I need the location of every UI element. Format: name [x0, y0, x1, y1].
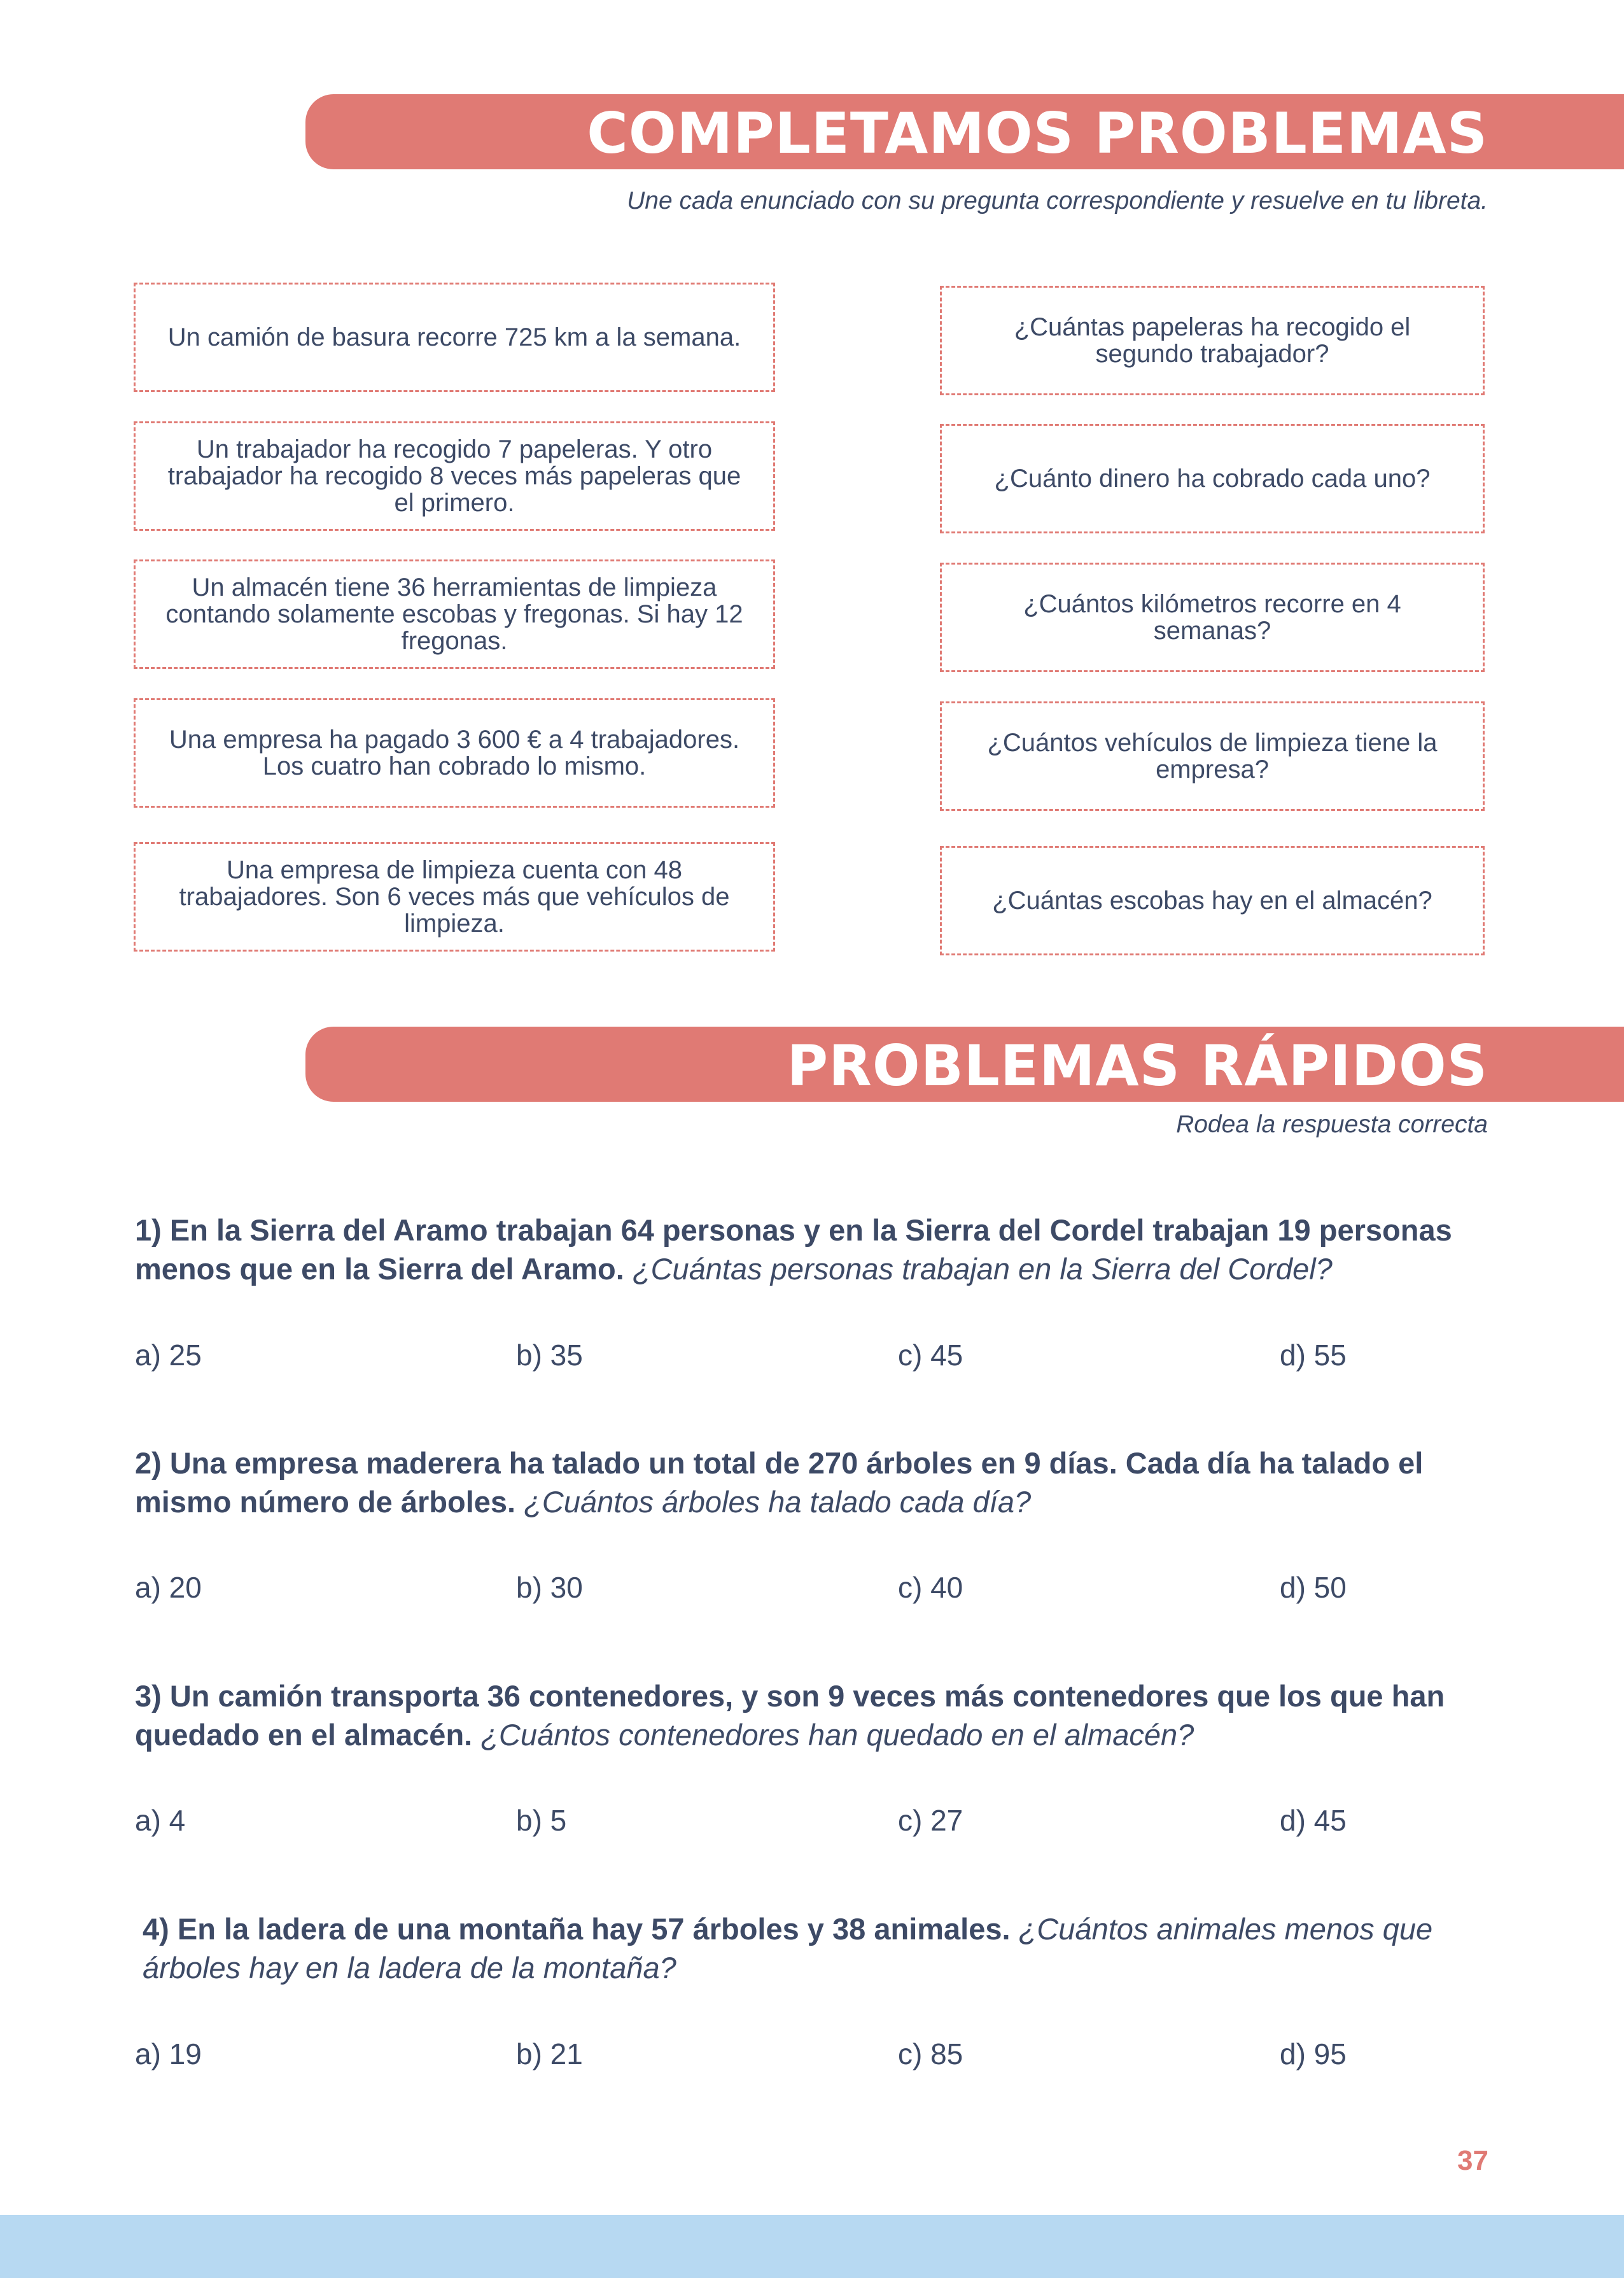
problem-4: [143, 1909, 1511, 1987]
answer-option[interactable]: d) 95: [1280, 2037, 1347, 2071]
question-card[interactable]: [940, 846, 1485, 955]
answer-option[interactable]: d) 45: [1280, 1804, 1347, 1837]
question-text: ¿Cuántas escobas hay en el almacén?: [992, 887, 1432, 915]
answer-option[interactable]: b) 30: [516, 1571, 583, 1604]
answer-option[interactable]: a) 4: [135, 1804, 186, 1837]
statement-text: Una empresa de limpieza cuenta con 48 trabajadores. Son 6 veces más que vehículos de limpieza.: [179, 856, 730, 938]
section-instruction: Une cada enunciado con su pregunta correspondiente y resuelve en tu libreta.: [627, 187, 1488, 214]
answer-option[interactable]: d) 55: [1280, 1339, 1347, 1372]
problem-statement: 4) En la ladera de una montaña hay 57 árboles y 38 animales.: [143, 1912, 1011, 1946]
question-text: ¿Cuántos vehículos de limpieza tiene la empresa?: [987, 729, 1438, 784]
question-card[interactable]: [940, 286, 1485, 395]
problem-statement: 3) Un camión transporta 36 contenedores, y son 9 veces más contenedores que los que han quedado en el almacén.: [135, 1679, 1445, 1752]
question-text: ¿Cuántas papeleras ha recogido el segundo trabajador?: [1014, 313, 1411, 368]
problem-1: [135, 1211, 1503, 1288]
answer-option[interactable]: a) 25: [135, 1339, 202, 1372]
answer-option[interactable]: c) 85: [898, 2037, 963, 2071]
statement-card[interactable]: [134, 842, 775, 952]
statement-card[interactable]: [134, 559, 775, 669]
question-text: ¿Cuánto dinero ha cobrado cada uno?: [994, 465, 1431, 493]
statement-text: Una empresa ha pagado 3 600 € a 4 trabajadores. Los cuatro han cobrado lo mismo.: [169, 726, 740, 780]
question-card[interactable]: [940, 424, 1485, 533]
statement-card[interactable]: [134, 283, 775, 392]
problem-statement: 1) En la Sierra del Aramo trabajan 64 personas y en la Sierra del Cordel trabajan 19 personas menos que en la Sierra del Aramo.: [135, 1213, 1452, 1286]
statement-text: Un trabajador ha recogido 7 papeleras. Y otro trabajador ha recogido 8 veces más papeleras que el primero.: [167, 435, 741, 517]
answer-option[interactable]: b) 5: [516, 1804, 567, 1837]
answer-option[interactable]: c) 45: [898, 1339, 963, 1372]
question-card[interactable]: [940, 701, 1485, 811]
statement-card[interactable]: [134, 421, 775, 531]
statement-text: Un camión de basura recorre 725 km a la semana.: [167, 323, 741, 351]
section-title: PROBLEMAS RÁPIDOS: [787, 1033, 1488, 1099]
problem-question: ¿Cuántos animales menos que árboles hay en la ladera de la montaña?: [143, 1912, 1433, 1985]
page-number: 37: [1457, 2145, 1488, 2176]
section-title: COMPLETAMOS PROBLEMAS: [587, 101, 1488, 166]
section-banner-rapidos: [305, 1027, 1624, 1102]
problem-3: [135, 1677, 1503, 1754]
question-card[interactable]: [940, 563, 1485, 672]
problem-question: ¿Cuántas personas trabajan en la Sierra del Cordel?: [632, 1252, 1333, 1286]
answer-option[interactable]: a) 20: [135, 1571, 202, 1604]
answer-option[interactable]: d) 50: [1280, 1571, 1347, 1604]
section-banner-completamos: [305, 94, 1624, 169]
problem-question: ¿Cuántos árboles ha talado cada día?: [524, 1485, 1032, 1519]
footer-band: [0, 2215, 1624, 2278]
answer-option[interactable]: c) 40: [898, 1571, 963, 1604]
statement-text: Un almacén tiene 36 herramientas de limpieza contando solamente escobas y fregonas. Si hay 12 fregonas.: [165, 573, 743, 655]
problem-statement: 2) Una empresa maderera ha talado un total de 270 árboles en 9 días. Cada día ha talado el mismo número de árboles.: [135, 1446, 1424, 1519]
question-text: ¿Cuántos kilómetros recorre en 4 semanas?: [1023, 590, 1401, 645]
answer-option[interactable]: a) 19: [135, 2037, 202, 2071]
answer-option[interactable]: b) 35: [516, 1339, 583, 1372]
answer-option[interactable]: b) 21: [516, 2037, 583, 2071]
statement-card[interactable]: [134, 698, 775, 808]
answer-option[interactable]: c) 27: [898, 1804, 963, 1837]
problem-question: ¿Cuántos contenedores han quedado en el almacén?: [480, 1718, 1194, 1752]
section-instruction: Rodea la respuesta correcta: [1176, 1111, 1488, 1138]
problem-2: [135, 1444, 1503, 1521]
